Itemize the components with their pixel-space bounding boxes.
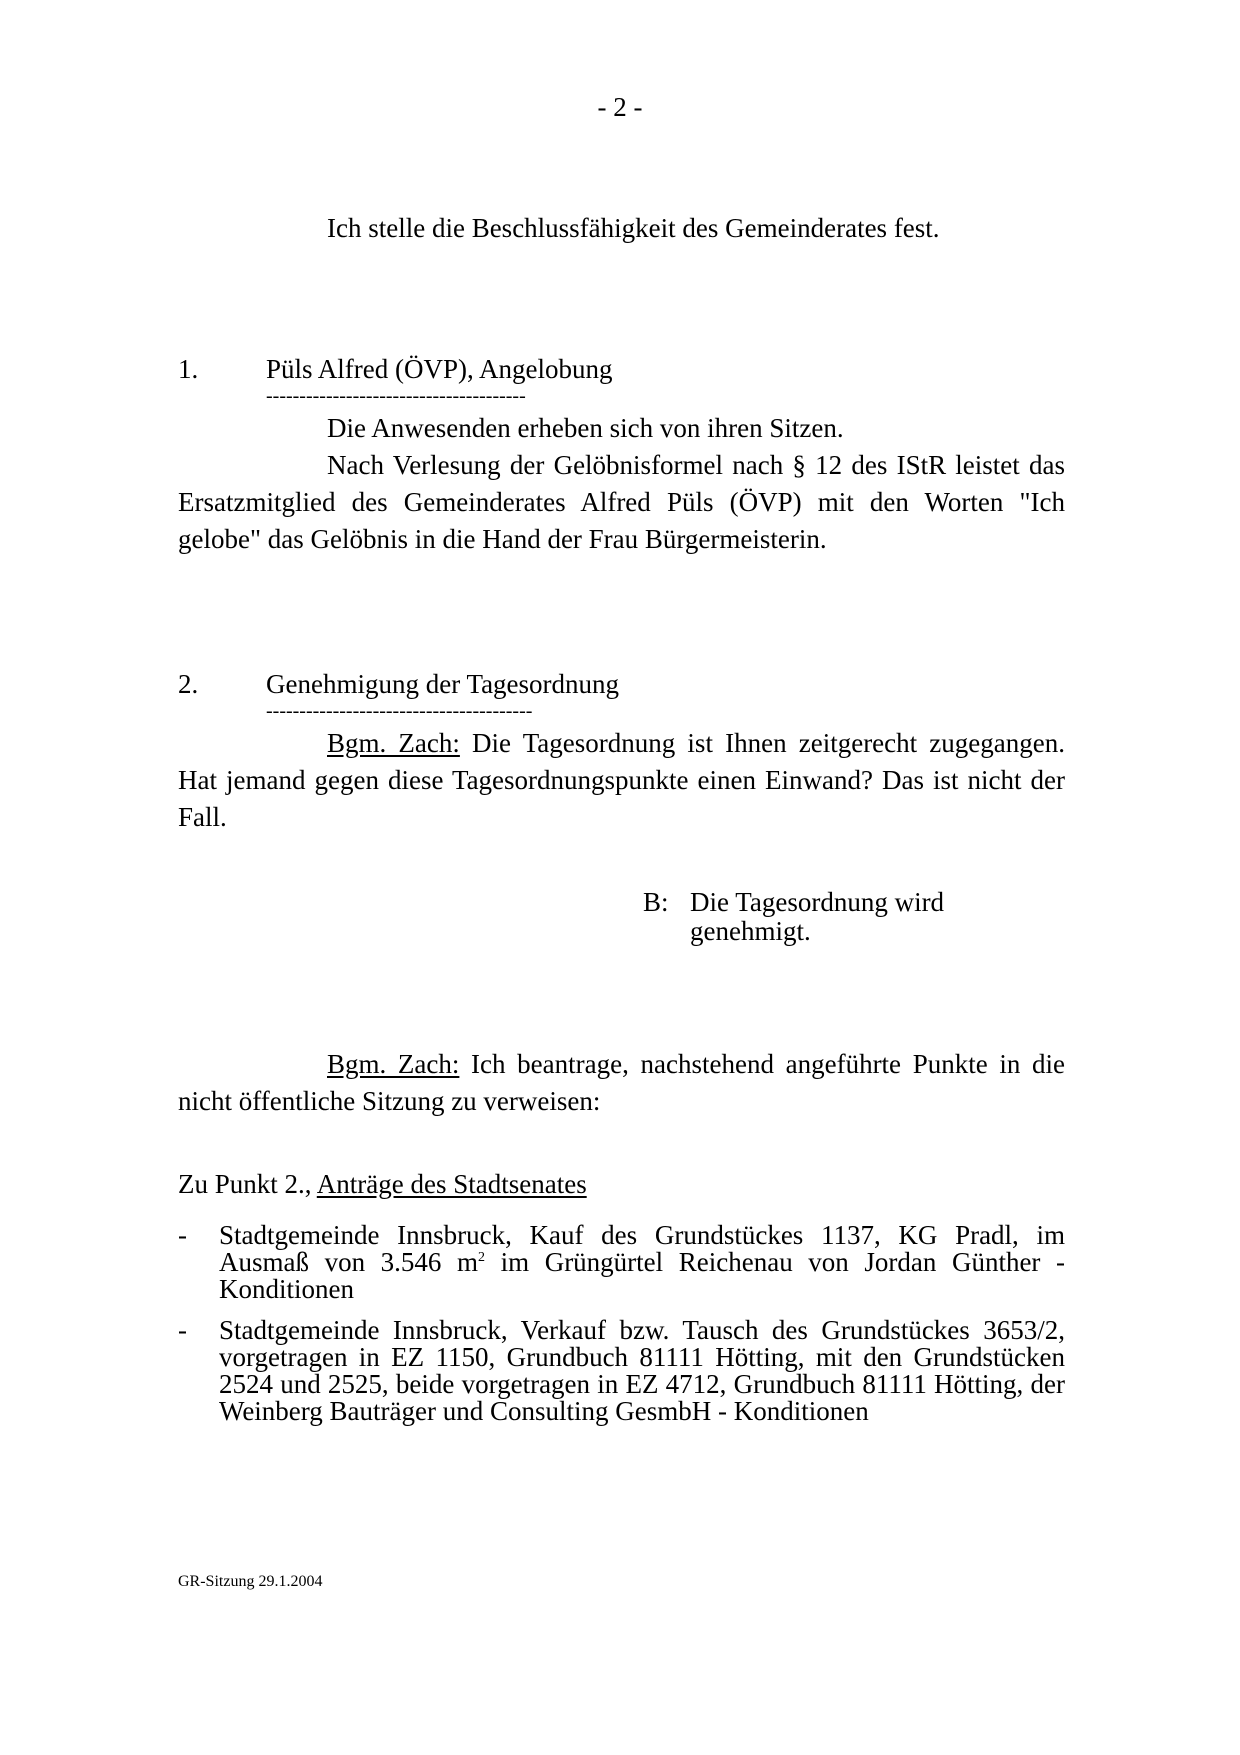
point-heading	[178, 1165, 587, 1203]
list-item-text: Stadtgemeinde Innsbruck, Kauf des Grundstückes 1137, KG Pradl, im Ausmaß von 3.546 m	[219, 1220, 1065, 1277]
section-2-text: Die Tagesordnung ist Ihnen zeitgerecht zugegangen. Hat jemand gegen diese Tagesordnungspunkte einen Einwand? Das ist nicht der Fall.	[178, 728, 1065, 832]
section-2-body	[178, 725, 1065, 836]
page-number: - 2 -	[597, 92, 643, 122]
point-title: Anträge des Stadtsenates	[316, 1169, 587, 1199]
list-dash: -	[178, 1220, 187, 1250]
motion-text: Ich beantrage, nachstehend angeführte Punkte in die nicht öffentliche Sitzung zu verweisen:	[178, 1049, 1065, 1116]
section-2-speaker: Bgm. Zach:	[327, 728, 460, 758]
list-item	[178, 1222, 1065, 1303]
list-item	[178, 1317, 1065, 1425]
footer-session-date: GR-Sitzung 29.1.2004	[178, 1573, 323, 1590]
section-2-number: 2.	[178, 669, 199, 699]
motion-body	[178, 1046, 1065, 1120]
section-2-title: Genehmigung der Tagesordnung	[266, 669, 620, 699]
section-1-title: Püls Alfred (ÖVP), Angelobung	[266, 354, 613, 384]
section-1-line-1: Die Anwesenden erheben sich von ihren Sitzen.	[327, 413, 844, 443]
list-item-text-cont: im Grüngürtel Reichenau von Jordan Günther - Konditionen	[219, 1247, 1065, 1304]
list-dash: -	[178, 1315, 187, 1345]
motion-speaker: Bgm. Zach:	[327, 1049, 460, 1079]
superscript: 2	[478, 1250, 486, 1265]
section-1-underline: ---------------------------------------	[266, 385, 526, 407]
section-1-number: 1.	[178, 354, 199, 384]
point-prefix: Zu Punkt 2.,	[178, 1169, 317, 1199]
resolution-label: B:	[643, 887, 669, 917]
list-item-text: Stadtgemeinde Innsbruck, Verkauf bzw. Tausch des Grundstückes 3653/2, vorgetragen in EZ 1150, Grundbuch 81111 Hötting, mit den Grundstücken 2524 und 2525, beide vorgetragen in EZ 4712, Grundbuch 81111 Hötting, der Weinberg Bauträger und Consulting GesmbH - Konditionen	[219, 1315, 1065, 1426]
resolution-text: Die Tagesordnung wird genehmigt.	[690, 887, 945, 946]
section-2-underline: ----------------------------------------	[266, 700, 533, 722]
section-1-line-2: Nach Verlesung der Gelöbnisformel nach § 12 des IStR leistet das Ersatzmitglied des Gemeinderates Alfred Püls (ÖVP) mit den Worten "Ich gelobe" das Gelöbnis in die Hand der Frau Bürgermeisterin.	[178, 450, 1065, 554]
section-1-body	[178, 410, 1065, 558]
item-list	[178, 1222, 1065, 1439]
intro-statement: Ich stelle die Beschlussfähigkeit des Gemeinderates fest.	[327, 213, 940, 243]
